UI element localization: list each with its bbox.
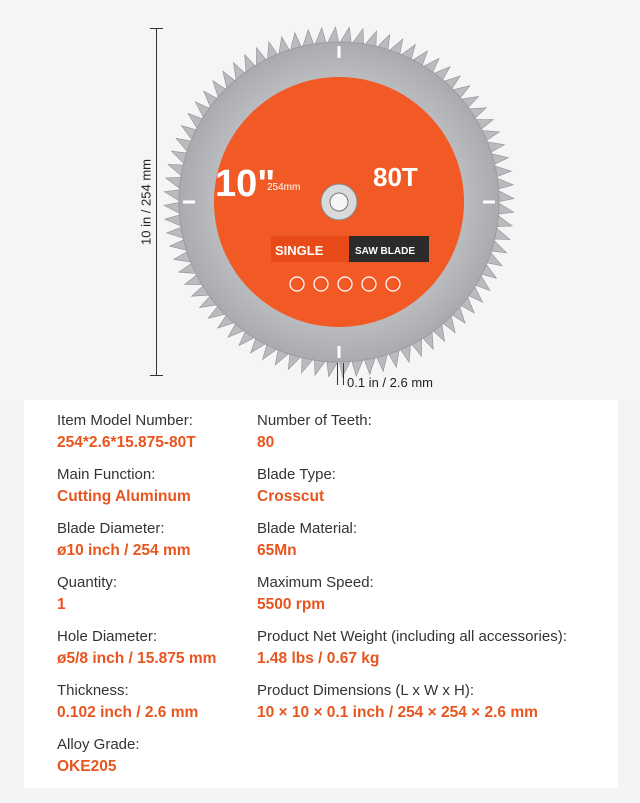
blade-size-text: 10" [215,163,276,205]
spec-label: Main Function: [57,466,156,483]
spec-item [57,411,196,453]
spec-item [257,411,372,453]
diameter-cap-bottom [150,375,163,376]
spec-value: 1 [57,596,66,613]
spec-item [257,465,336,507]
spec-item [57,465,191,507]
spec-label: Blade Type: [257,466,336,483]
spec-label: Alloy Grade: [57,736,140,753]
spec-value: 254*2.6*15.875-80T [57,434,196,451]
spec-item [257,681,538,723]
product-image-area [0,0,640,400]
spec-value: ø5/8 inch / 15.875 mm [57,650,217,667]
spec-value: 5500 rpm [257,596,326,613]
spec-label: Item Model Number: [57,412,193,429]
diameter-cap-top [150,28,163,29]
spec-item [257,627,567,669]
spec-value: Crosscut [257,488,325,505]
spec-value: Cutting Aluminum [57,488,191,505]
spec-label: Blade Material: [257,520,358,537]
specifications-card [24,400,618,788]
spec-item [57,627,216,669]
spec-item [257,519,357,561]
spec-label: Thickness: [57,682,129,699]
spec-value: 80 [257,434,275,451]
spec-label: Quantity: [57,574,118,591]
spec-label: Maximum Speed: [257,574,374,591]
spec-item [257,573,374,615]
spec-label: Hole Diameter: [57,628,158,645]
spec-value: 1.48 lbs / 0.67 kg [257,650,380,667]
spec-item [57,519,191,561]
spec-label: Number of Teeth: [257,412,372,429]
spec-item [57,573,117,615]
badge-left-text: SINGLE [275,243,324,258]
arbor-hole [330,193,348,211]
thickness-tick-right [343,363,344,385]
spec-value: 65Mn [257,542,297,559]
spec-item [57,735,140,777]
spec-value: ø10 inch / 254 mm [57,542,191,559]
thickness-label: 0.1 in / 2.6 mm [347,375,433,390]
spec-value: 10 × 10 × 0.1 inch / 254 × 254 × 2.6 mm [257,704,538,721]
blade-mm-text: 254mm [267,182,301,193]
blade-teeth-text: 80T [373,162,418,192]
spec-label: Product Net Weight (including all accessories): [257,628,567,645]
spec-value: OKE205 [57,758,117,775]
spec-label: Blade Diameter: [57,520,165,537]
spec-label: Product Dimensions (L x W x H): [257,682,474,699]
diameter-label: 10 in / 254 mm [138,159,154,245]
spec-value: 0.102 inch / 2.6 mm [57,704,199,721]
saw-blade-image [163,26,515,378]
diameter-dimension-line [156,28,157,376]
spec-item [57,681,198,723]
badge-right-text: SAW BLADE [355,246,415,257]
thickness-tick-left [337,363,338,385]
